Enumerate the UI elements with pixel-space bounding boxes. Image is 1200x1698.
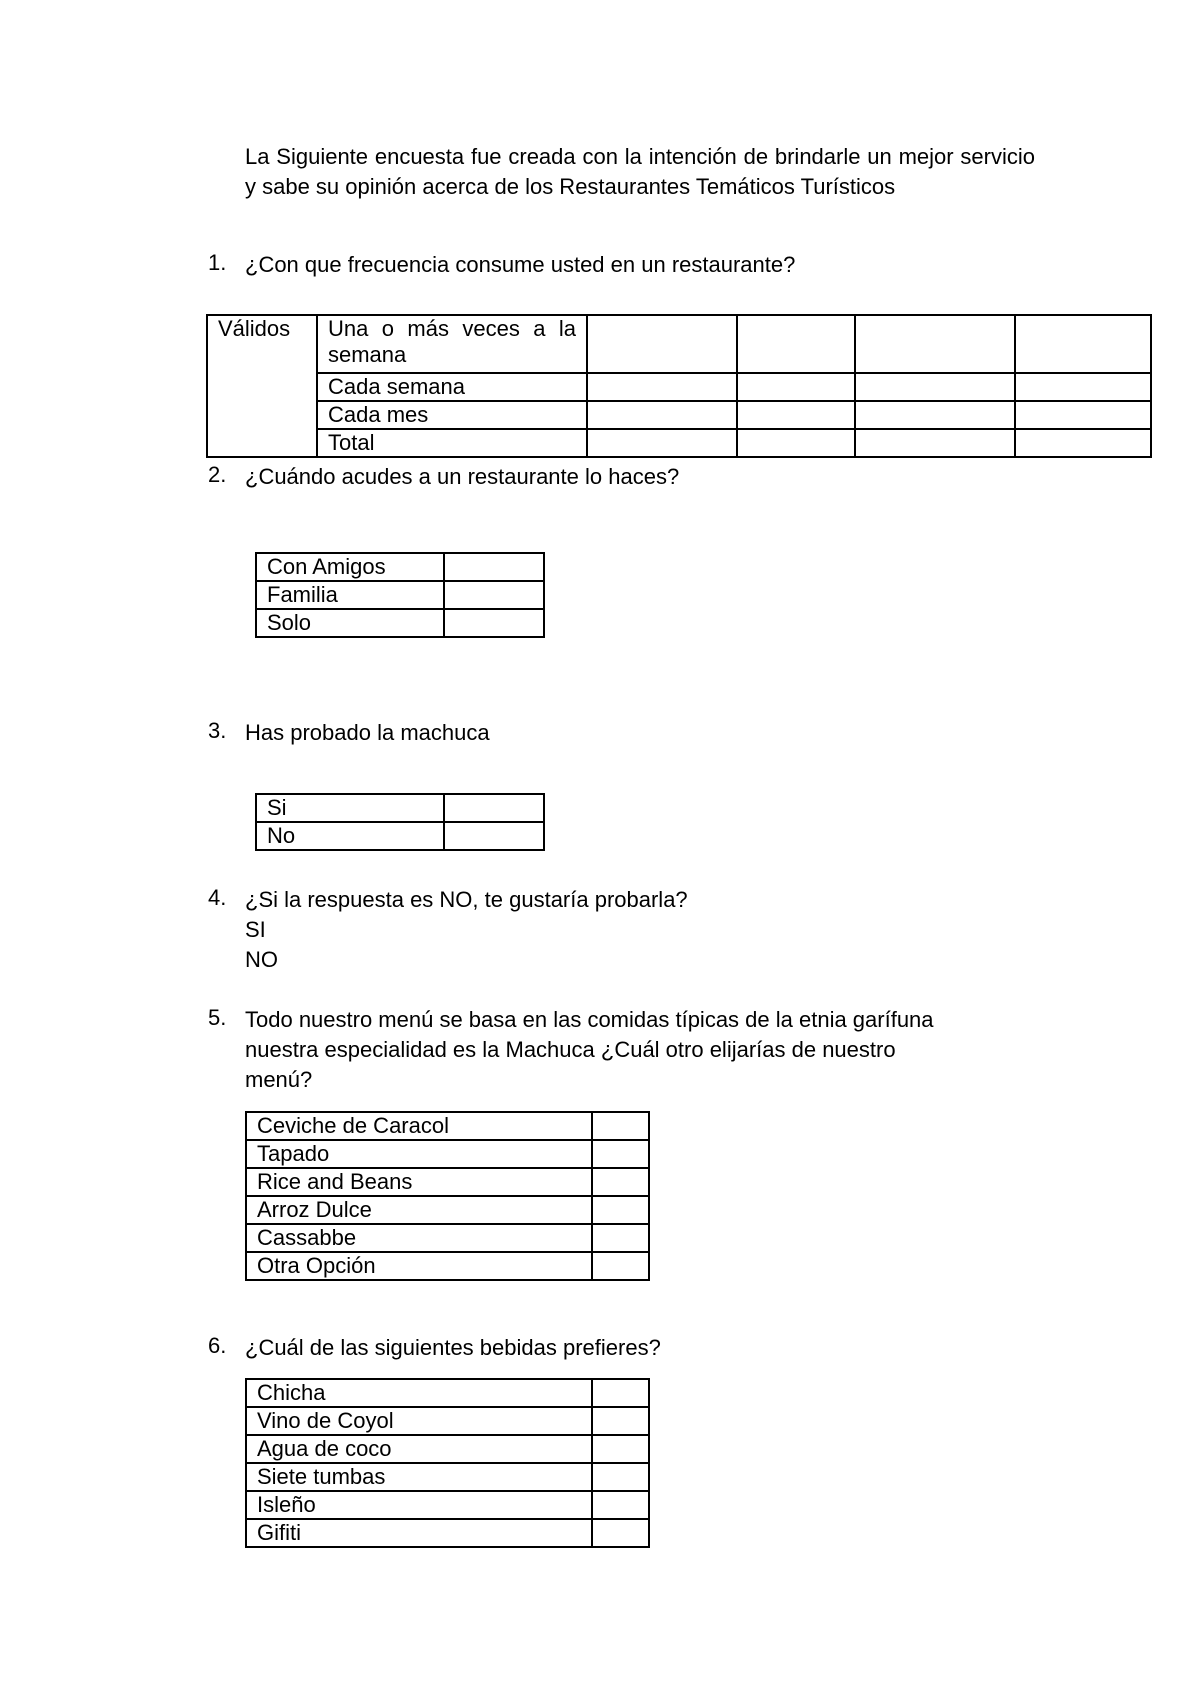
table-row — [207, 429, 1151, 457]
q3-number: 3. — [208, 718, 227, 743]
q3-answer-cell[interactable] — [444, 822, 544, 850]
q2-answer-cell[interactable] — [444, 581, 544, 609]
table-row — [207, 373, 1151, 401]
q2-option-label: Familia — [256, 581, 444, 609]
q1-table — [206, 314, 1152, 458]
table-row — [246, 1435, 649, 1463]
q1-answer-cell[interactable] — [587, 315, 737, 373]
q3-answer-cell[interactable] — [444, 794, 544, 822]
q1-answer-cell[interactable] — [587, 401, 737, 429]
q5-text-line: menú? — [245, 1067, 313, 1092]
table-row — [246, 1379, 649, 1407]
q5-option-label: Tapado — [246, 1140, 592, 1168]
q1-option-label: Total — [317, 429, 587, 457]
q5-text-line: Todo nuestro menú se basa en las comidas típicas de la etnia garífuna — [245, 1007, 934, 1032]
q2-option-label: Con Amigos — [256, 553, 444, 581]
q5-option-label: Cassabbe — [246, 1224, 592, 1252]
q6-option-label: Isleño — [246, 1491, 592, 1519]
q1-answer-cell[interactable] — [1015, 429, 1151, 457]
q1-answer-cell[interactable] — [855, 429, 1015, 457]
q6-option-label: Agua de coco — [246, 1435, 592, 1463]
q2-option-label: Solo — [256, 609, 444, 637]
intro-paragraph: La Siguiente encuesta fue creada con la intención de brindarle un mejor servicio y sabe su opinión acerca de los Restaurantes Temáticos Turísticos — [245, 144, 1035, 199]
q1-option-label: Cada semana — [317, 373, 587, 401]
q5-answer-cell[interactable] — [592, 1252, 649, 1280]
table-row — [246, 1519, 649, 1547]
q1-answer-cell[interactable] — [1015, 315, 1151, 373]
q1-answer-cell[interactable] — [737, 429, 855, 457]
q4-option-si[interactable]: SI — [245, 917, 266, 942]
q4-option-no[interactable]: NO — [245, 947, 278, 972]
q2-answer-cell[interactable] — [444, 609, 544, 637]
table-row — [256, 581, 544, 609]
q2-number: 2. — [208, 462, 227, 487]
q5-option-label: Arroz Dulce — [246, 1196, 592, 1224]
q1-option-label: Una o más veces a la semana — [317, 315, 587, 373]
table-row — [246, 1168, 649, 1196]
q1-number: 1. — [208, 250, 227, 275]
q5-answer-cell[interactable] — [592, 1224, 649, 1252]
q6-answer-cell[interactable] — [592, 1519, 649, 1547]
q6-option-label: Gifiti — [246, 1519, 592, 1547]
q4-number: 4. — [208, 885, 227, 910]
q1-group-label: Válidos — [207, 315, 317, 457]
q1-answer-cell[interactable] — [587, 373, 737, 401]
q1-answer-cell[interactable] — [855, 401, 1015, 429]
q3-table — [255, 793, 545, 851]
q4-text: ¿Si la respuesta es NO, te gustaría probarla? — [245, 887, 688, 912]
table-row — [246, 1407, 649, 1435]
q5-answer-cell[interactable] — [592, 1140, 649, 1168]
table-row — [246, 1252, 649, 1280]
q1-answer-cell[interactable] — [855, 373, 1015, 401]
q3-option-label: No — [256, 822, 444, 850]
q1-option-label: Cada mes — [317, 401, 587, 429]
q3-option-label: Si — [256, 794, 444, 822]
q5-number: 5. — [208, 1005, 227, 1030]
table-row — [256, 553, 544, 581]
q5-text-line: nuestra especialidad es la Machuca ¿Cuál otro elijarías de nuestro — [245, 1037, 896, 1062]
q6-option-label: Vino de Coyol — [246, 1407, 592, 1435]
q6-answer-cell[interactable] — [592, 1435, 649, 1463]
q5-answer-cell[interactable] — [592, 1196, 649, 1224]
q5-table — [245, 1111, 650, 1281]
q1-answer-cell[interactable] — [1015, 401, 1151, 429]
q1-answer-cell[interactable] — [737, 315, 855, 373]
q3-text: Has probado la machuca — [245, 720, 490, 745]
table-row — [246, 1140, 649, 1168]
q1-answer-cell[interactable] — [587, 429, 737, 457]
q5-option-label: Ceviche de Caracol — [246, 1112, 592, 1140]
q6-answer-cell[interactable] — [592, 1379, 649, 1407]
table-row — [246, 1491, 649, 1519]
q6-answer-cell[interactable] — [592, 1463, 649, 1491]
table-row — [246, 1224, 649, 1252]
table-row — [256, 822, 544, 850]
table-row — [246, 1112, 649, 1140]
q5-answer-cell[interactable] — [592, 1112, 649, 1140]
q1-answer-cell[interactable] — [737, 373, 855, 401]
q6-answer-cell[interactable] — [592, 1407, 649, 1435]
table-row — [256, 609, 544, 637]
q6-answer-cell[interactable] — [592, 1491, 649, 1519]
q6-option-label: Chicha — [246, 1379, 592, 1407]
q6-option-label: Siete tumbas — [246, 1463, 592, 1491]
q6-number: 6. — [208, 1333, 227, 1358]
q2-answer-cell[interactable] — [444, 553, 544, 581]
q5-option-label: Rice and Beans — [246, 1168, 592, 1196]
table-row — [207, 315, 1151, 373]
q6-text: ¿Cuál de las siguientes bebidas prefieres? — [245, 1335, 661, 1360]
q2-table — [255, 552, 545, 638]
q1-text: ¿Con que frecuencia consume usted en un restaurante? — [245, 252, 796, 277]
table-row — [246, 1196, 649, 1224]
q1-answer-cell[interactable] — [1015, 373, 1151, 401]
table-row — [256, 794, 544, 822]
q2-text: ¿Cuándo acudes a un restaurante lo haces? — [245, 464, 680, 489]
table-row — [207, 401, 1151, 429]
q1-answer-cell[interactable] — [737, 401, 855, 429]
q1-answer-cell[interactable] — [855, 315, 1015, 373]
q5-answer-cell[interactable] — [592, 1168, 649, 1196]
q6-table — [245, 1378, 650, 1548]
q5-option-label: Otra Opción — [246, 1252, 592, 1280]
table-row — [246, 1463, 649, 1491]
